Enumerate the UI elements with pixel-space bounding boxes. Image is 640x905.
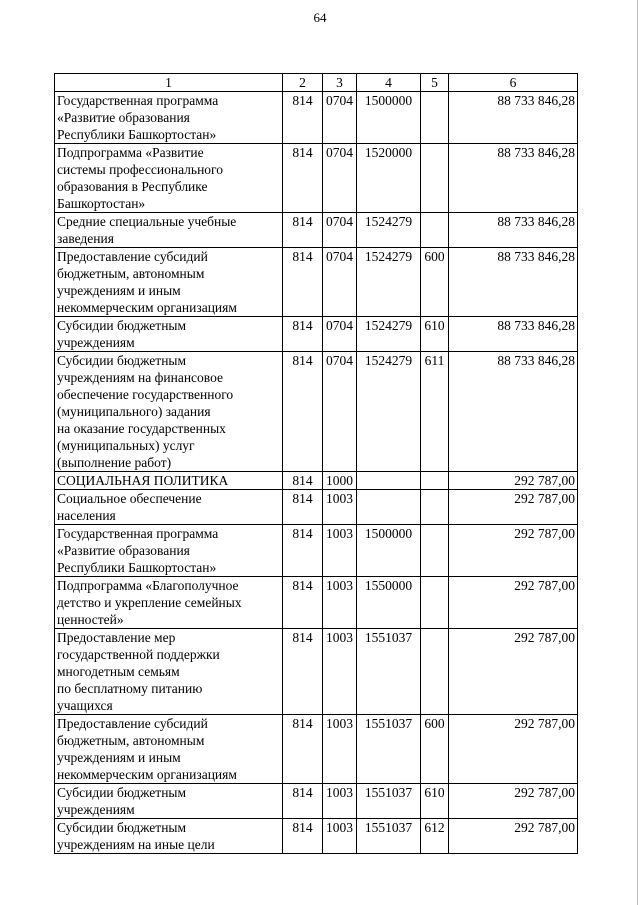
row-razdel-cell: 1003 [323,525,357,577]
column-header: 4 [357,74,421,92]
column-header: 6 [449,74,578,92]
row-name-cell: Субсидии бюджетным учреждениям [55,317,283,352]
budget-table [54,73,578,854]
row-razdel-cell: 1003 [323,629,357,715]
table-row [55,92,578,144]
row-vr-cell [421,92,449,144]
page-number: 64 [313,10,327,25]
row-razdel-cell: 1003 [323,490,357,525]
row-sum-cell: 292 787,00 [449,784,578,819]
column-header: 1 [55,74,283,92]
row-cs-cell: 1524279 [357,248,421,317]
row-razdel-cell: 1003 [323,784,357,819]
row-name-cell: Субсидии бюджетным учреждениям [55,784,283,819]
row-vr-cell: 610 [421,317,449,352]
row-vr-cell: 600 [421,715,449,784]
row-vr-cell [421,213,449,248]
row-razdel-cell: 0704 [323,248,357,317]
table-row [55,715,578,784]
row-ved-cell: 814 [283,92,323,144]
table-row [55,577,578,629]
row-cs-cell: 1551037 [357,784,421,819]
row-ved-cell: 814 [283,819,323,854]
table-row [55,784,578,819]
row-razdel-cell: 0704 [323,144,357,213]
row-sum-cell: 88 733 846,28 [449,144,578,213]
row-ved-cell: 814 [283,248,323,317]
row-name-cell: Предоставление субсидий бюджетным, автономным учреждениям и иным некоммерческим организациям [55,715,283,784]
row-name-cell: Субсидии бюджетным учреждениям на иные цели [55,819,283,854]
row-razdel-cell: 1003 [323,715,357,784]
row-cs-cell: 1500000 [357,525,421,577]
row-ved-cell: 814 [283,144,323,213]
row-vr-cell [421,629,449,715]
row-ved-cell: 814 [283,352,323,472]
row-name-cell: Социальное обеспечение населения [55,490,283,525]
row-name-cell: СОЦИАЛЬНАЯ ПОЛИТИКА [55,472,283,490]
row-razdel-cell: 0704 [323,352,357,472]
row-name-cell: Государственная программа «Развитие образования Республики Башкортостан» [55,525,283,577]
row-ved-cell: 814 [283,317,323,352]
table-row [55,629,578,715]
row-vr-cell [421,472,449,490]
row-ved-cell: 814 [283,784,323,819]
row-ved-cell: 814 [283,577,323,629]
row-name-cell: Средние специальные учебные заведения [55,213,283,248]
row-cs-cell [357,472,421,490]
row-vr-cell: 610 [421,784,449,819]
row-sum-cell: 88 733 846,28 [449,213,578,248]
table-row [55,248,578,317]
row-sum-cell: 292 787,00 [449,472,578,490]
row-cs-cell: 1551037 [357,819,421,854]
row-vr-cell [421,577,449,629]
table-row [55,213,578,248]
row-razdel-cell: 0704 [323,213,357,248]
row-ved-cell: 814 [283,213,323,248]
row-name-cell: Подпрограмма «Благополучное детство и укрепление семейных ценностей» [55,577,283,629]
row-sum-cell: 88 733 846,28 [449,248,578,317]
row-vr-cell [421,525,449,577]
table-row [55,352,578,472]
row-vr-cell: 612 [421,819,449,854]
row-name-cell: Подпрограмма «Развитие системы профессионального образования в Республике Башкортостан» [55,144,283,213]
row-cs-cell: 1550000 [357,577,421,629]
row-ved-cell: 814 [283,629,323,715]
row-cs-cell: 1551037 [357,629,421,715]
row-cs-cell: 1520000 [357,144,421,213]
row-cs-cell [357,490,421,525]
row-cs-cell: 1551037 [357,715,421,784]
row-cs-cell: 1524279 [357,317,421,352]
row-sum-cell: 88 733 846,28 [449,352,578,472]
row-razdel-cell: 1003 [323,577,357,629]
row-name-cell: Субсидии бюджетным учреждениям на финансовое обеспечение государственного (муниципального) задания на оказание государственных (муниципальных) услуг (выполнение работ) [55,352,283,472]
table-row [55,819,578,854]
row-sum-cell: 292 787,00 [449,577,578,629]
row-cs-cell: 1524279 [357,213,421,248]
row-razdel-cell: 1003 [323,819,357,854]
header-row [55,74,578,92]
column-header: 5 [421,74,449,92]
page-edge [637,0,638,905]
table-row [55,472,578,490]
row-razdel-cell: 0704 [323,92,357,144]
row-vr-cell: 600 [421,248,449,317]
row-sum-cell: 292 787,00 [449,525,578,577]
row-name-cell: Предоставление субсидий бюджетным, автономным учреждениям и иным некоммерческим организациям [55,248,283,317]
row-sum-cell: 292 787,00 [449,715,578,784]
row-razdel-cell: 1000 [323,472,357,490]
row-sum-cell: 292 787,00 [449,490,578,525]
row-ved-cell: 814 [283,525,323,577]
row-sum-cell: 292 787,00 [449,629,578,715]
row-cs-cell: 1524279 [357,352,421,472]
column-header: 3 [323,74,357,92]
row-sum-cell: 88 733 846,28 [449,317,578,352]
table-row [55,144,578,213]
row-sum-cell: 292 787,00 [449,819,578,854]
column-header: 2 [283,74,323,92]
row-name-cell: Государственная программа «Развитие образования Республики Башкортостан» [55,92,283,144]
table-row [55,525,578,577]
budget-table-body [55,92,578,854]
row-vr-cell: 611 [421,352,449,472]
row-ved-cell: 814 [283,490,323,525]
row-vr-cell [421,144,449,213]
table-row [55,317,578,352]
row-ved-cell: 814 [283,472,323,490]
table-row [55,490,578,525]
row-name-cell: Предоставление мер государственной поддержки многодетным семьям по бесплатному питанию учащихся [55,629,283,715]
row-ved-cell: 814 [283,715,323,784]
row-vr-cell [421,490,449,525]
row-cs-cell: 1500000 [357,92,421,144]
row-razdel-cell: 0704 [323,317,357,352]
row-sum-cell: 88 733 846,28 [449,92,578,144]
